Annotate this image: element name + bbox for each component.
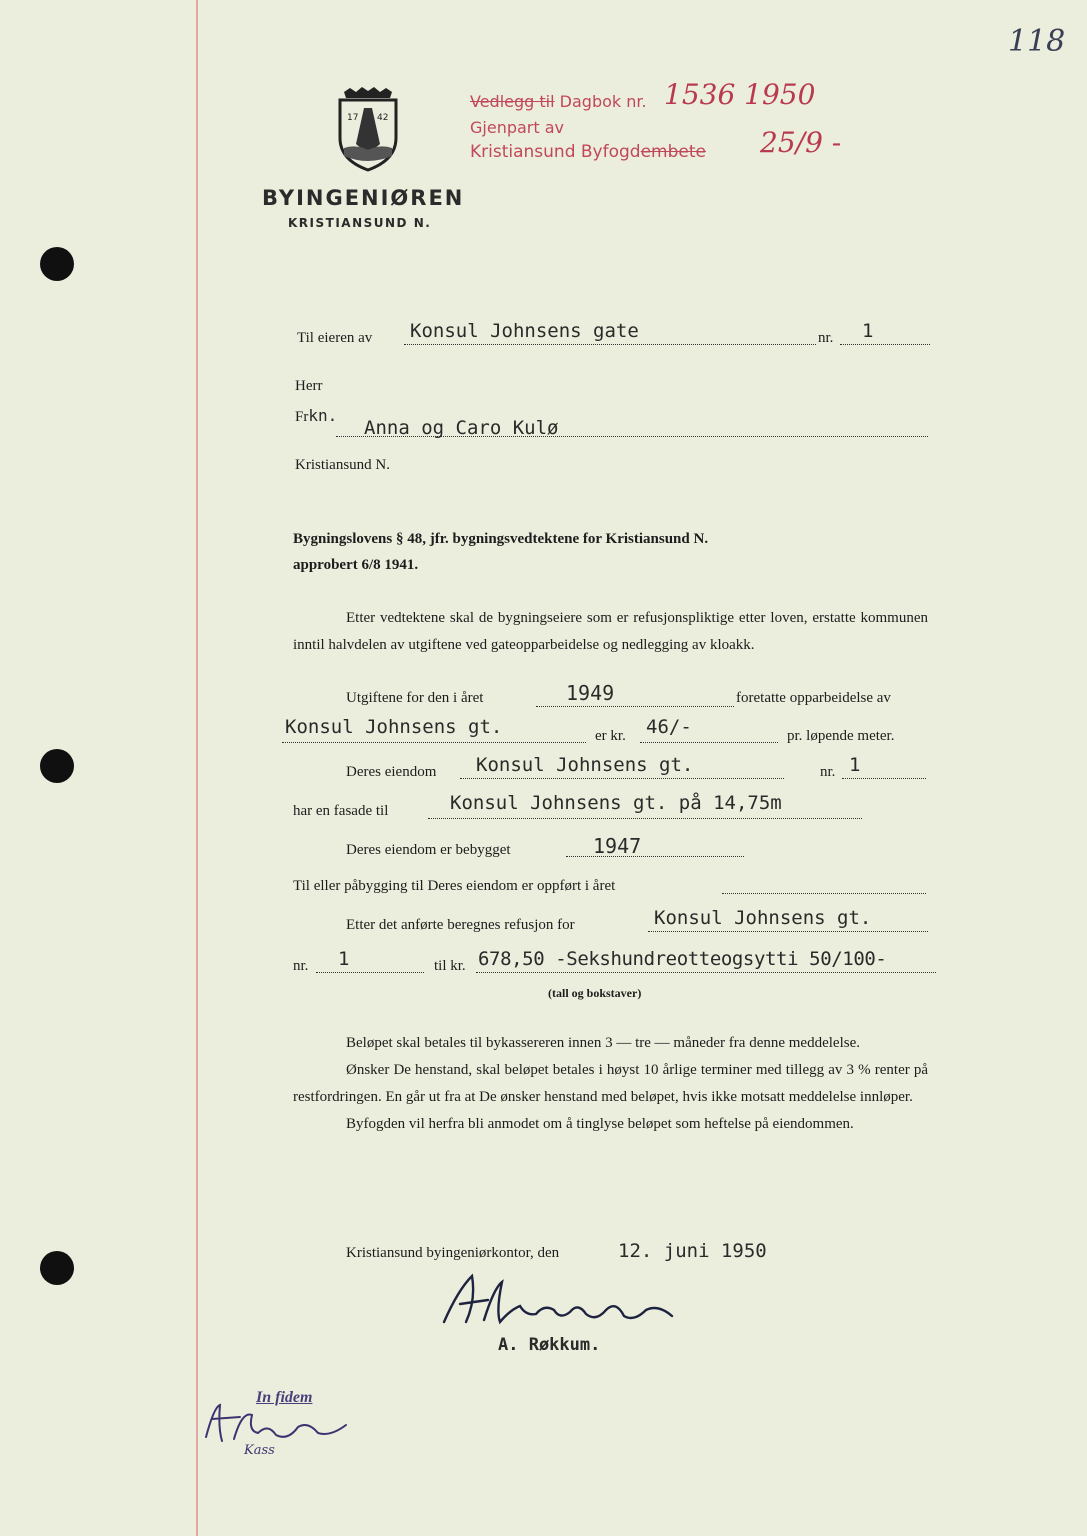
per-meter-label: pr. løpende meter. bbox=[787, 728, 895, 744]
dotted-line bbox=[640, 742, 778, 743]
city-crest bbox=[334, 86, 402, 172]
stamp-gjenpart: Gjenpart av bbox=[470, 118, 564, 137]
herr-label: Herr bbox=[295, 378, 323, 394]
in-fidem-signature bbox=[200, 1397, 360, 1457]
owner-city: Kristiansund N. bbox=[295, 457, 390, 473]
kass-text: Kass bbox=[244, 1443, 275, 1458]
in-fidem-stamp bbox=[200, 1385, 360, 1465]
page-number: 118 bbox=[1008, 24, 1066, 59]
letterhead-subtitle: KRISTIANSUND N. bbox=[288, 216, 432, 230]
refund-street: Konsul Johnsens gt. bbox=[654, 907, 872, 929]
crest-icon bbox=[334, 86, 402, 172]
dotted-line bbox=[840, 344, 930, 345]
er-kr-label: er kr. bbox=[595, 728, 626, 744]
registration-terms: Byfogden vil herfra bli anmodet om å tinglyse beløpet som heftelse på eiendommen. bbox=[346, 1116, 854, 1132]
facade-value: Konsul Johnsens gt. på 14,75m bbox=[450, 792, 782, 814]
extension-label: Til eller påbygging til Deres eiendom er oppført i året bbox=[293, 878, 616, 894]
law-reference: Bygningslovens § 48, jfr. bygningsvedtektene for Kristiansund N. bbox=[293, 531, 709, 547]
stamp-struck-text: Vedlegg til bbox=[470, 92, 555, 111]
in-fidem-text: In fidem bbox=[256, 1389, 313, 1406]
dotted-line bbox=[648, 931, 928, 932]
expenses-year: 1949 bbox=[566, 681, 615, 705]
law-approval: approbert 6/8 1941. bbox=[293, 557, 419, 573]
dotted-line bbox=[722, 893, 926, 894]
dotted-line bbox=[428, 818, 862, 819]
svg-text:17: 17 bbox=[347, 113, 359, 123]
closing-date: 12. juni 1950 bbox=[618, 1240, 767, 1262]
stamp-dagbok-number: 1536 1950 bbox=[664, 78, 816, 111]
intro-text: Etter vedtektene skal de bygningseiere som er refusjonspliktige etter loven, erstatte kommunen inntil halvdelen av utgiftene ved gateopparbeidelse og nedlegging av kloakk. bbox=[293, 610, 928, 653]
performed-label: foretatte opparbeidelse av bbox=[736, 690, 891, 706]
refund-label: Etter det anførte beregnes refusjon for bbox=[346, 917, 575, 933]
dotted-line bbox=[282, 742, 586, 743]
fr-label: Fr bbox=[295, 409, 309, 425]
built-label: Deres eiendom er bebygget bbox=[346, 842, 511, 858]
dotted-line bbox=[404, 344, 816, 345]
svg-text:42: 42 bbox=[377, 113, 389, 123]
to-owner-label: Til eieren av bbox=[297, 330, 373, 346]
dotted-line bbox=[460, 778, 784, 779]
expenses-label: Utgiftene for den i året bbox=[346, 690, 484, 706]
street-nr: 1 bbox=[862, 320, 874, 342]
closing-place: Kristiansund byingeniørkontor, den bbox=[346, 1245, 560, 1261]
nr-label: nr. bbox=[818, 330, 834, 346]
stamp-date: 25/9 - bbox=[760, 126, 842, 159]
dotted-line bbox=[536, 706, 734, 707]
dotted-line bbox=[476, 972, 936, 973]
owner-names: Anna og Caro Kulø bbox=[364, 417, 559, 439]
dotted-line bbox=[316, 972, 424, 973]
signature bbox=[436, 1270, 686, 1332]
amount-per-meter: 46/- bbox=[646, 716, 692, 738]
total-amount: 678,50 -Sekshundreotteogsytti 50/100- bbox=[478, 948, 887, 970]
til-kr-label: til kr. bbox=[434, 958, 466, 974]
property-label: Deres eiendom bbox=[346, 764, 437, 780]
fr-suffix: kn. bbox=[308, 406, 338, 425]
punch-hole bbox=[40, 1251, 74, 1285]
payment-terms: Beløpet skal betales til bykassereren innen 3 — tre — måneder fra denne meddelelse. bbox=[346, 1035, 860, 1051]
property-nr-label: nr. bbox=[820, 764, 836, 780]
property-nr: 1 bbox=[849, 754, 861, 776]
built-year: 1947 bbox=[593, 834, 642, 858]
tall-label: (tall og bokstaver) bbox=[548, 986, 642, 1000]
margin-rule bbox=[196, 0, 198, 1536]
dotted-line bbox=[842, 778, 926, 779]
deferral-terms: Ønsker De henstand, skal beløpet betales i høyst 10 årlige terminer med tillegg av 3 % renter på restfordringen. En går ut fra at De ønsker henstand med beløpet, hvis ikke motsatt meddelelse innløper. bbox=[293, 1062, 928, 1105]
stamp-office-struck: embete bbox=[640, 142, 706, 162]
punch-hole bbox=[40, 247, 74, 281]
stamp-dagbok-label: Dagbok nr. bbox=[559, 92, 647, 111]
street-name: Konsul Johnsens gate bbox=[410, 320, 639, 342]
facade-label: har en fasade til bbox=[293, 803, 389, 819]
signature-name: A. Røkkum. bbox=[498, 1335, 601, 1355]
refund-nr-label: nr. bbox=[293, 958, 309, 974]
refund-nr: 1 bbox=[338, 948, 350, 970]
payment-paragraphs bbox=[293, 1030, 928, 1138]
work-street: Konsul Johnsens gt. bbox=[285, 716, 503, 738]
intro-paragraph bbox=[293, 605, 928, 659]
punch-hole bbox=[40, 749, 74, 783]
stamp-office: Kristiansund Byfogd bbox=[470, 142, 641, 162]
letterhead-title: BYINGENIØREN bbox=[262, 186, 465, 210]
property-street: Konsul Johnsens gt. bbox=[476, 754, 694, 776]
signature-scribble bbox=[436, 1270, 686, 1332]
